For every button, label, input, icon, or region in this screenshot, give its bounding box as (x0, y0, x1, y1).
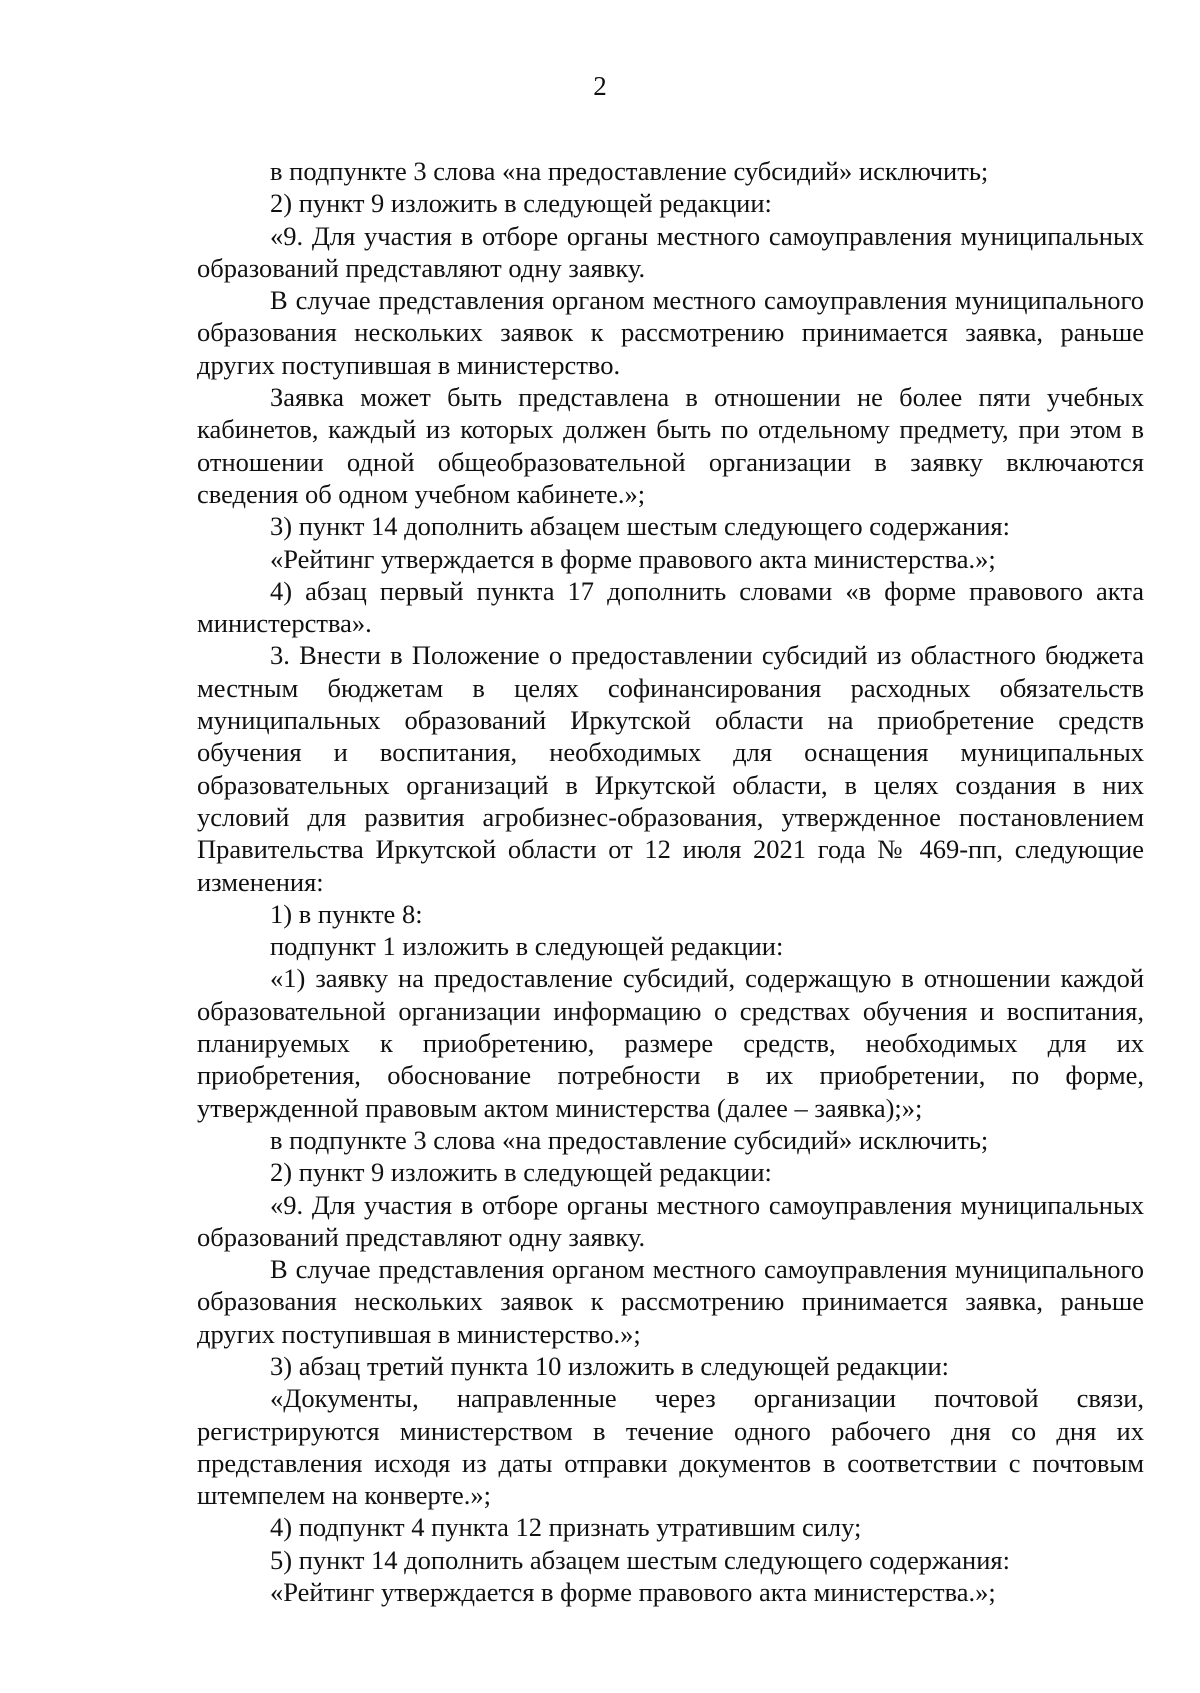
paragraph: 3) абзац третий пункта 10 изложить в следующей редакции: (270, 1350, 949, 1381)
page-number: 2 (593, 71, 607, 101)
paragraph: 2) пункт 9 изложить в следующей редакции: (270, 188, 772, 219)
paragraph: «Рейтинг утверждается в форме правового акта министерства.»; (270, 1577, 996, 1608)
paragraph: 2) пункт 9 изложить в следующей редакции: (270, 1157, 772, 1188)
paragraph: в подпункте 3 слова «на предоставление субсидий» исключить; (270, 156, 989, 186)
paragraph: 1) в пункте 8: (270, 898, 423, 929)
paragraph: Заявка может быть представлена в отношении не более пяти учебных кабинетов, каждый из которых должен быть по отдельному предмету, при этом в отношении одной общеобразовательной организации в заявку включаются сведения об одном учебном кабинете.»; (197, 382, 1144, 509)
paragraph: в подпункте 3 слова «на предоставление субсидий» исключить; (270, 1124, 989, 1155)
paragraph: В случае представления органом местного самоуправления муниципального образования нескольких заявок к рассмотрению принимается заявка, раньше других поступившая в министерство.»; (197, 1254, 1144, 1349)
paragraph: «1) заявку на предоставление субсидий, содержащую в отношении каждой образовательной организации информацию о средствах обучения и воспитания, планируемых к приобретению, размере средств, необходимых для их приобретения, обоснование потребности в их приобретении, по форме, утвержденной правовым актом министерства (далее – заявка);»; (197, 963, 1144, 1123)
paragraph: 4) абзац первый пункта 17 дополнить словами «в форме правового акта министерства». (197, 575, 1144, 639)
paragraph: «9. Для участия в отборе органы местного самоуправления муниципальных образований представляют одну заявку. (197, 1189, 1144, 1252)
paragraph: 3) пункт 14 дополнить абзацем шестым следующего содержания: (270, 511, 1010, 542)
document-body (197, 155, 1144, 1608)
paragraph: В случае представления органом местного самоуправления муниципального образования нескольких заявок к рассмотрению принимается заявка, раньше других поступившая в министерство. (197, 285, 1144, 380)
paragraph: «9. Для участия в отборе органы местного самоуправления муниципальных образований представляют одну заявку. (197, 220, 1144, 283)
paragraph: 4) подпункт 4 пункта 12 признать утратившим силу; (270, 1512, 862, 1543)
paragraph: 3. Внести в Положение о предоставлении субсидий из областного бюджета местным бюджетам в целях софинансирования расходных обязательств муниципальных образований Иркутской области на приобретение средств обучения и воспитания, необходимых для оснащения муниципальных образовательных организаций в Иркутской области, в целях создания в них условий для развития агробизнес-образования, утвержденное постановлением Правительства Иркутской области от 12 июля 2021 года № 469-пп, следующие изменения: (197, 640, 1144, 897)
paragraph: подпункт 1 изложить в следующей редакции: (270, 931, 784, 962)
paragraph: 5) пункт 14 дополнить абзацем шестым следующего содержания: (270, 1544, 1010, 1575)
paragraph: «Рейтинг утверждается в форме правового акта министерства.»; (270, 543, 996, 574)
paragraph: «Документы, направленные через организации почтовой связи, регистрируются министерством в течение одного рабочего дня со дня их представления исходя из даты отправки документов в соответствии с почтовым штемпелем на конверте.»; (197, 1383, 1144, 1511)
